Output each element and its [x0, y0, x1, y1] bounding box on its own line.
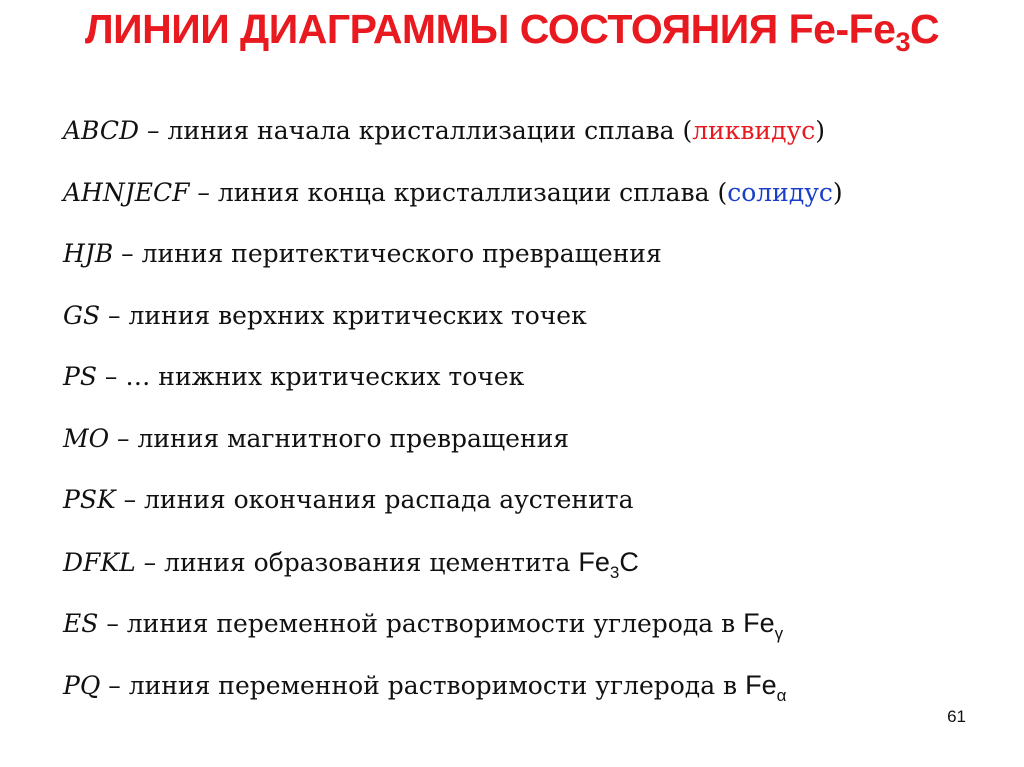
line-code: AHNJECF — [63, 177, 190, 207]
element-symbol: Fe — [745, 669, 777, 700]
line-code: GS — [63, 300, 101, 330]
element-subscript: γ — [774, 624, 784, 643]
liquidus-term: ликвидус — [692, 116, 816, 145]
list-item — [63, 537, 843, 599]
list-item — [63, 168, 843, 230]
list-item — [63, 106, 843, 168]
line-description: – линия конца кристаллизации сплава ( — [189, 177, 728, 207]
list-item — [63, 229, 843, 291]
line-code: PSK — [63, 485, 116, 514]
list-item — [63, 414, 843, 476]
list-item — [63, 475, 843, 537]
line-description: – линия начала кристаллизации сплава ( — [139, 116, 693, 145]
element-symbol: Fe — [578, 546, 610, 577]
title-tail: C — [910, 6, 940, 52]
line-code: PS — [63, 362, 97, 391]
line-description: – линия магнитного превращения — [109, 423, 570, 453]
line-description: – линия образования цементита — [135, 547, 579, 577]
element-symbol: Fe — [743, 608, 775, 638]
line-description: – линия верхних критических точек — [100, 300, 587, 330]
line-code: PQ — [63, 670, 101, 700]
line-description: – линия переменной растворимости углерода в — [100, 670, 746, 700]
closing-paren: ) — [832, 177, 843, 207]
element-tail: C — [619, 546, 639, 577]
slide-title — [0, 6, 1024, 57]
line-code: DFKL — [63, 547, 136, 577]
list-item — [63, 291, 843, 353]
element-subscript: α — [776, 685, 787, 705]
line-code: HJB — [63, 239, 114, 268]
line-code: MO — [63, 423, 110, 453]
line-description: – линия перитектического превращения — [113, 239, 662, 268]
line-description: – линия окончания распада аустенита — [115, 485, 634, 514]
closing-paren: ) — [815, 116, 826, 145]
line-code: ABCD — [63, 116, 140, 145]
line-description: – … нижних критических точек — [96, 362, 525, 391]
line-definitions-list — [63, 106, 843, 721]
element-subscript: 3 — [609, 562, 620, 582]
title-subscript: 3 — [895, 27, 910, 57]
line-code: ES — [63, 609, 99, 638]
list-item — [63, 660, 843, 722]
solidus-term: солидус — [727, 177, 833, 207]
list-item — [63, 598, 843, 660]
line-description: – линия переменной растворимости углерода в — [98, 609, 744, 638]
page-number: 61 — [947, 707, 966, 726]
title-main: ЛИНИИ ДИАГРАММЫ СОСТОЯНИЯ Fe-Fe — [84, 6, 896, 52]
list-item — [63, 352, 843, 414]
